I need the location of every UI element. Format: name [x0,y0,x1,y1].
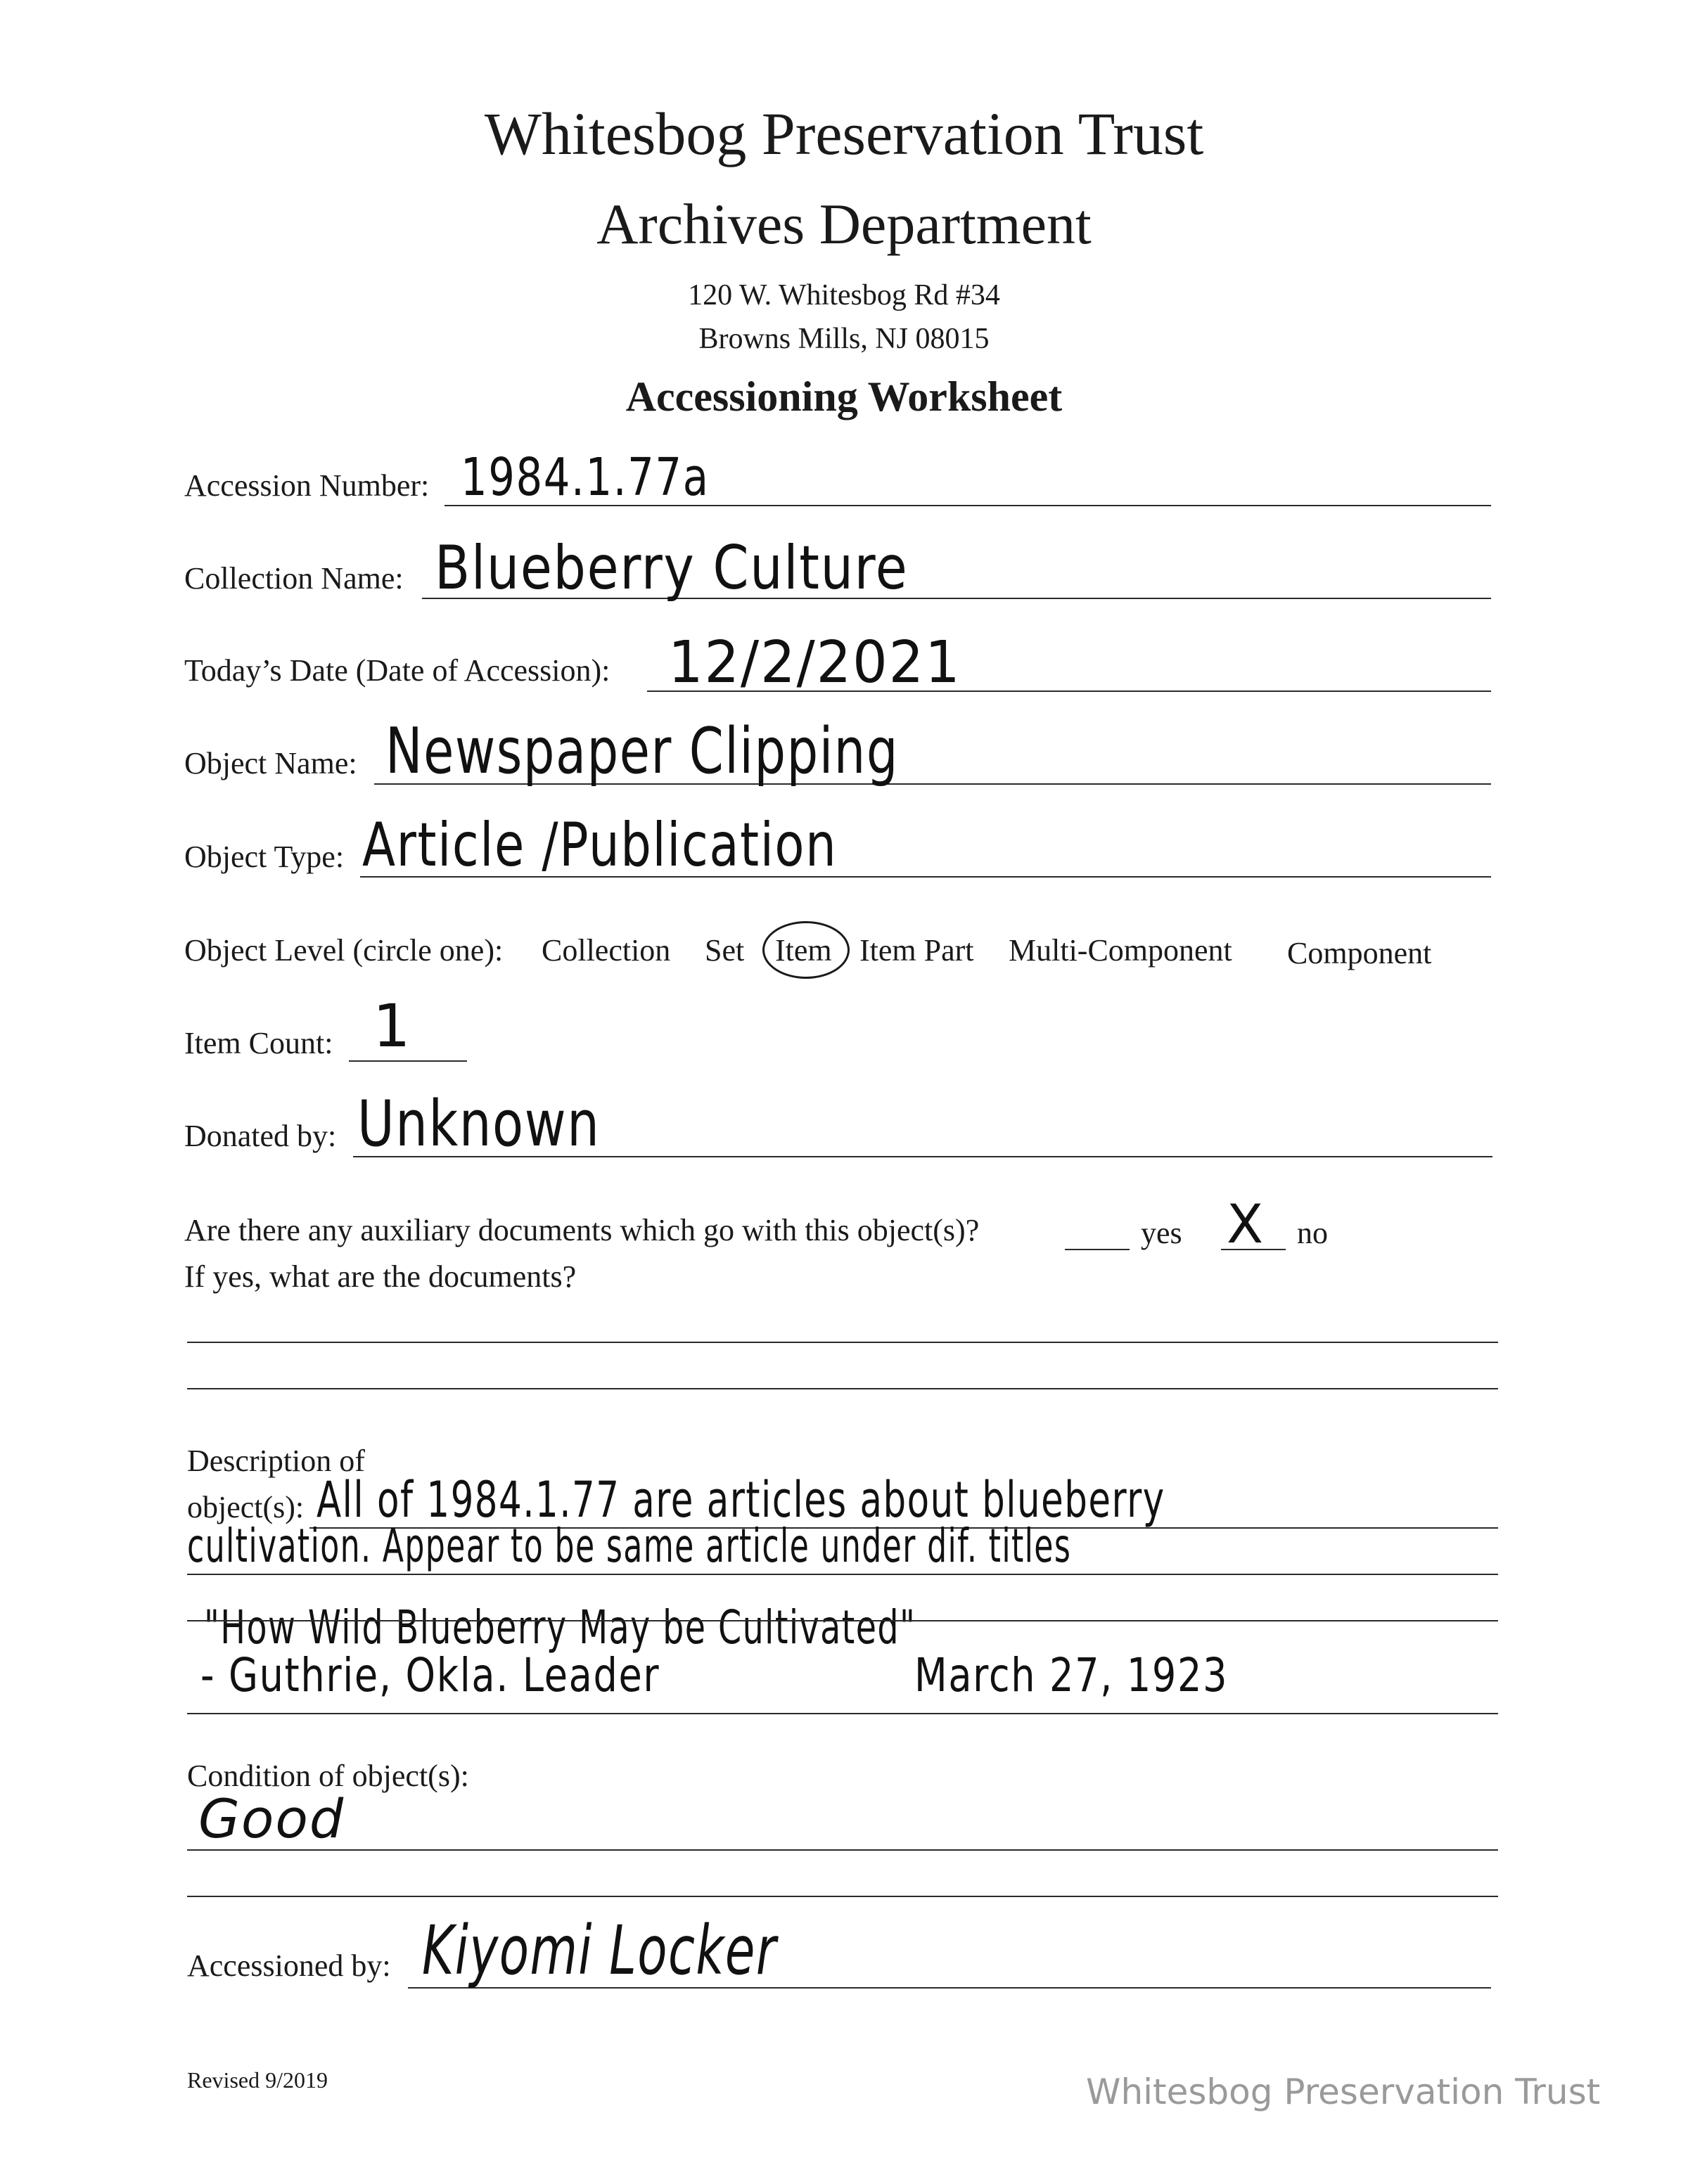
description-rule-2 [187,1574,1498,1575]
date-of-accession-label: Today’s Date (Date of Accession): [184,653,610,688]
organization-title: Whitesbog Preservation Trust [484,100,1204,167]
auxiliary-answer-line-2[interactable] [187,1388,1498,1389]
condition-rule-1 [187,1849,1498,1851]
accession-number-value[interactable]: 1984.1.77a [461,447,710,508]
object-level-option-component[interactable]: Component [1287,936,1432,970]
description-label-line-2: object(s): [187,1490,305,1524]
auxiliary-answer-line-1[interactable] [187,1342,1498,1343]
object-name-label: Object Name: [184,746,357,781]
watermark-text: Whitesbog Preservation Trust [1086,2071,1601,2112]
revised-note: Revised 9/2019 [187,2067,328,2093]
collection-name-value[interactable]: Blueberry Culture [435,533,909,603]
description-rule-4 [187,1713,1498,1714]
object-level-label: Object Level (circle one): [184,933,504,968]
item-count-label: Item Count: [184,1026,333,1060]
description-line-1[interactable]: All of 1984.1.77 are articles about blueberry [316,1471,1165,1529]
item-count-line [349,1060,467,1062]
description-line-2[interactable]: cultivation. Appear to be same article under dif. titles [187,1519,1072,1573]
collection-name-label: Collection Name: [184,561,404,596]
department-title: Archives Department [596,192,1092,256]
condition-value[interactable]: Good [198,1787,345,1850]
object-type-label: Object Type: [184,840,345,874]
item-count-value[interactable]: 1 [373,991,412,1060]
accessioned-by-signature[interactable]: Kiyomi Locker [422,1911,777,1990]
auxiliary-no-check-mark[interactable]: X [1227,1193,1265,1255]
object-type-value[interactable]: Article /Publication [362,810,838,880]
accession-number-label: Accession Number: [184,468,430,503]
description-rule-3 [187,1620,1498,1621]
accessioned-by-label: Accessioned by: [187,1948,391,1983]
address-line-2: Browns Mills, NJ 08015 [698,323,990,355]
object-level-option-item-part[interactable]: Item Part [859,933,974,968]
object-name-value[interactable]: Newspaper Clipping [385,714,899,788]
donated-by-label: Donated by: [184,1119,337,1153]
auxiliary-question: Are there any auxiliary documents which go with this object(s)? [184,1213,980,1247]
object-level-option-collection[interactable]: Collection [542,933,671,968]
object-level-option-item[interactable]: Item [775,933,832,968]
object-level-selection-circle [762,921,850,979]
form-title: Accessioning Worksheet [625,373,1063,420]
date-of-accession-value[interactable]: 12/2/2021 [668,629,961,696]
description-line-3[interactable]: "How Wild Blueberry May be Cultivated" [204,1600,916,1655]
auxiliary-yes-line [1065,1249,1130,1250]
donated-by-value[interactable]: Unknown [357,1087,601,1161]
description-label-line-1: Description of [187,1444,365,1478]
auxiliary-followup: If yes, what are the documents? [184,1259,577,1294]
auxiliary-yes-label[interactable]: yes [1141,1216,1182,1250]
object-level-option-multi-component[interactable]: Multi-Component [1009,933,1232,968]
condition-label: Condition of object(s): [187,1759,469,1793]
auxiliary-no-label[interactable]: no [1297,1216,1328,1250]
description-line-4[interactable]: - Guthrie, Okla. Leader [200,1648,660,1702]
description-line-5[interactable]: March 27, 1923 [914,1648,1229,1702]
object-level-option-set[interactable]: Set [705,933,745,968]
address-line-1: 120 W. Whitesbog Rd #34 [688,279,1000,311]
condition-rule-2 [187,1896,1498,1897]
